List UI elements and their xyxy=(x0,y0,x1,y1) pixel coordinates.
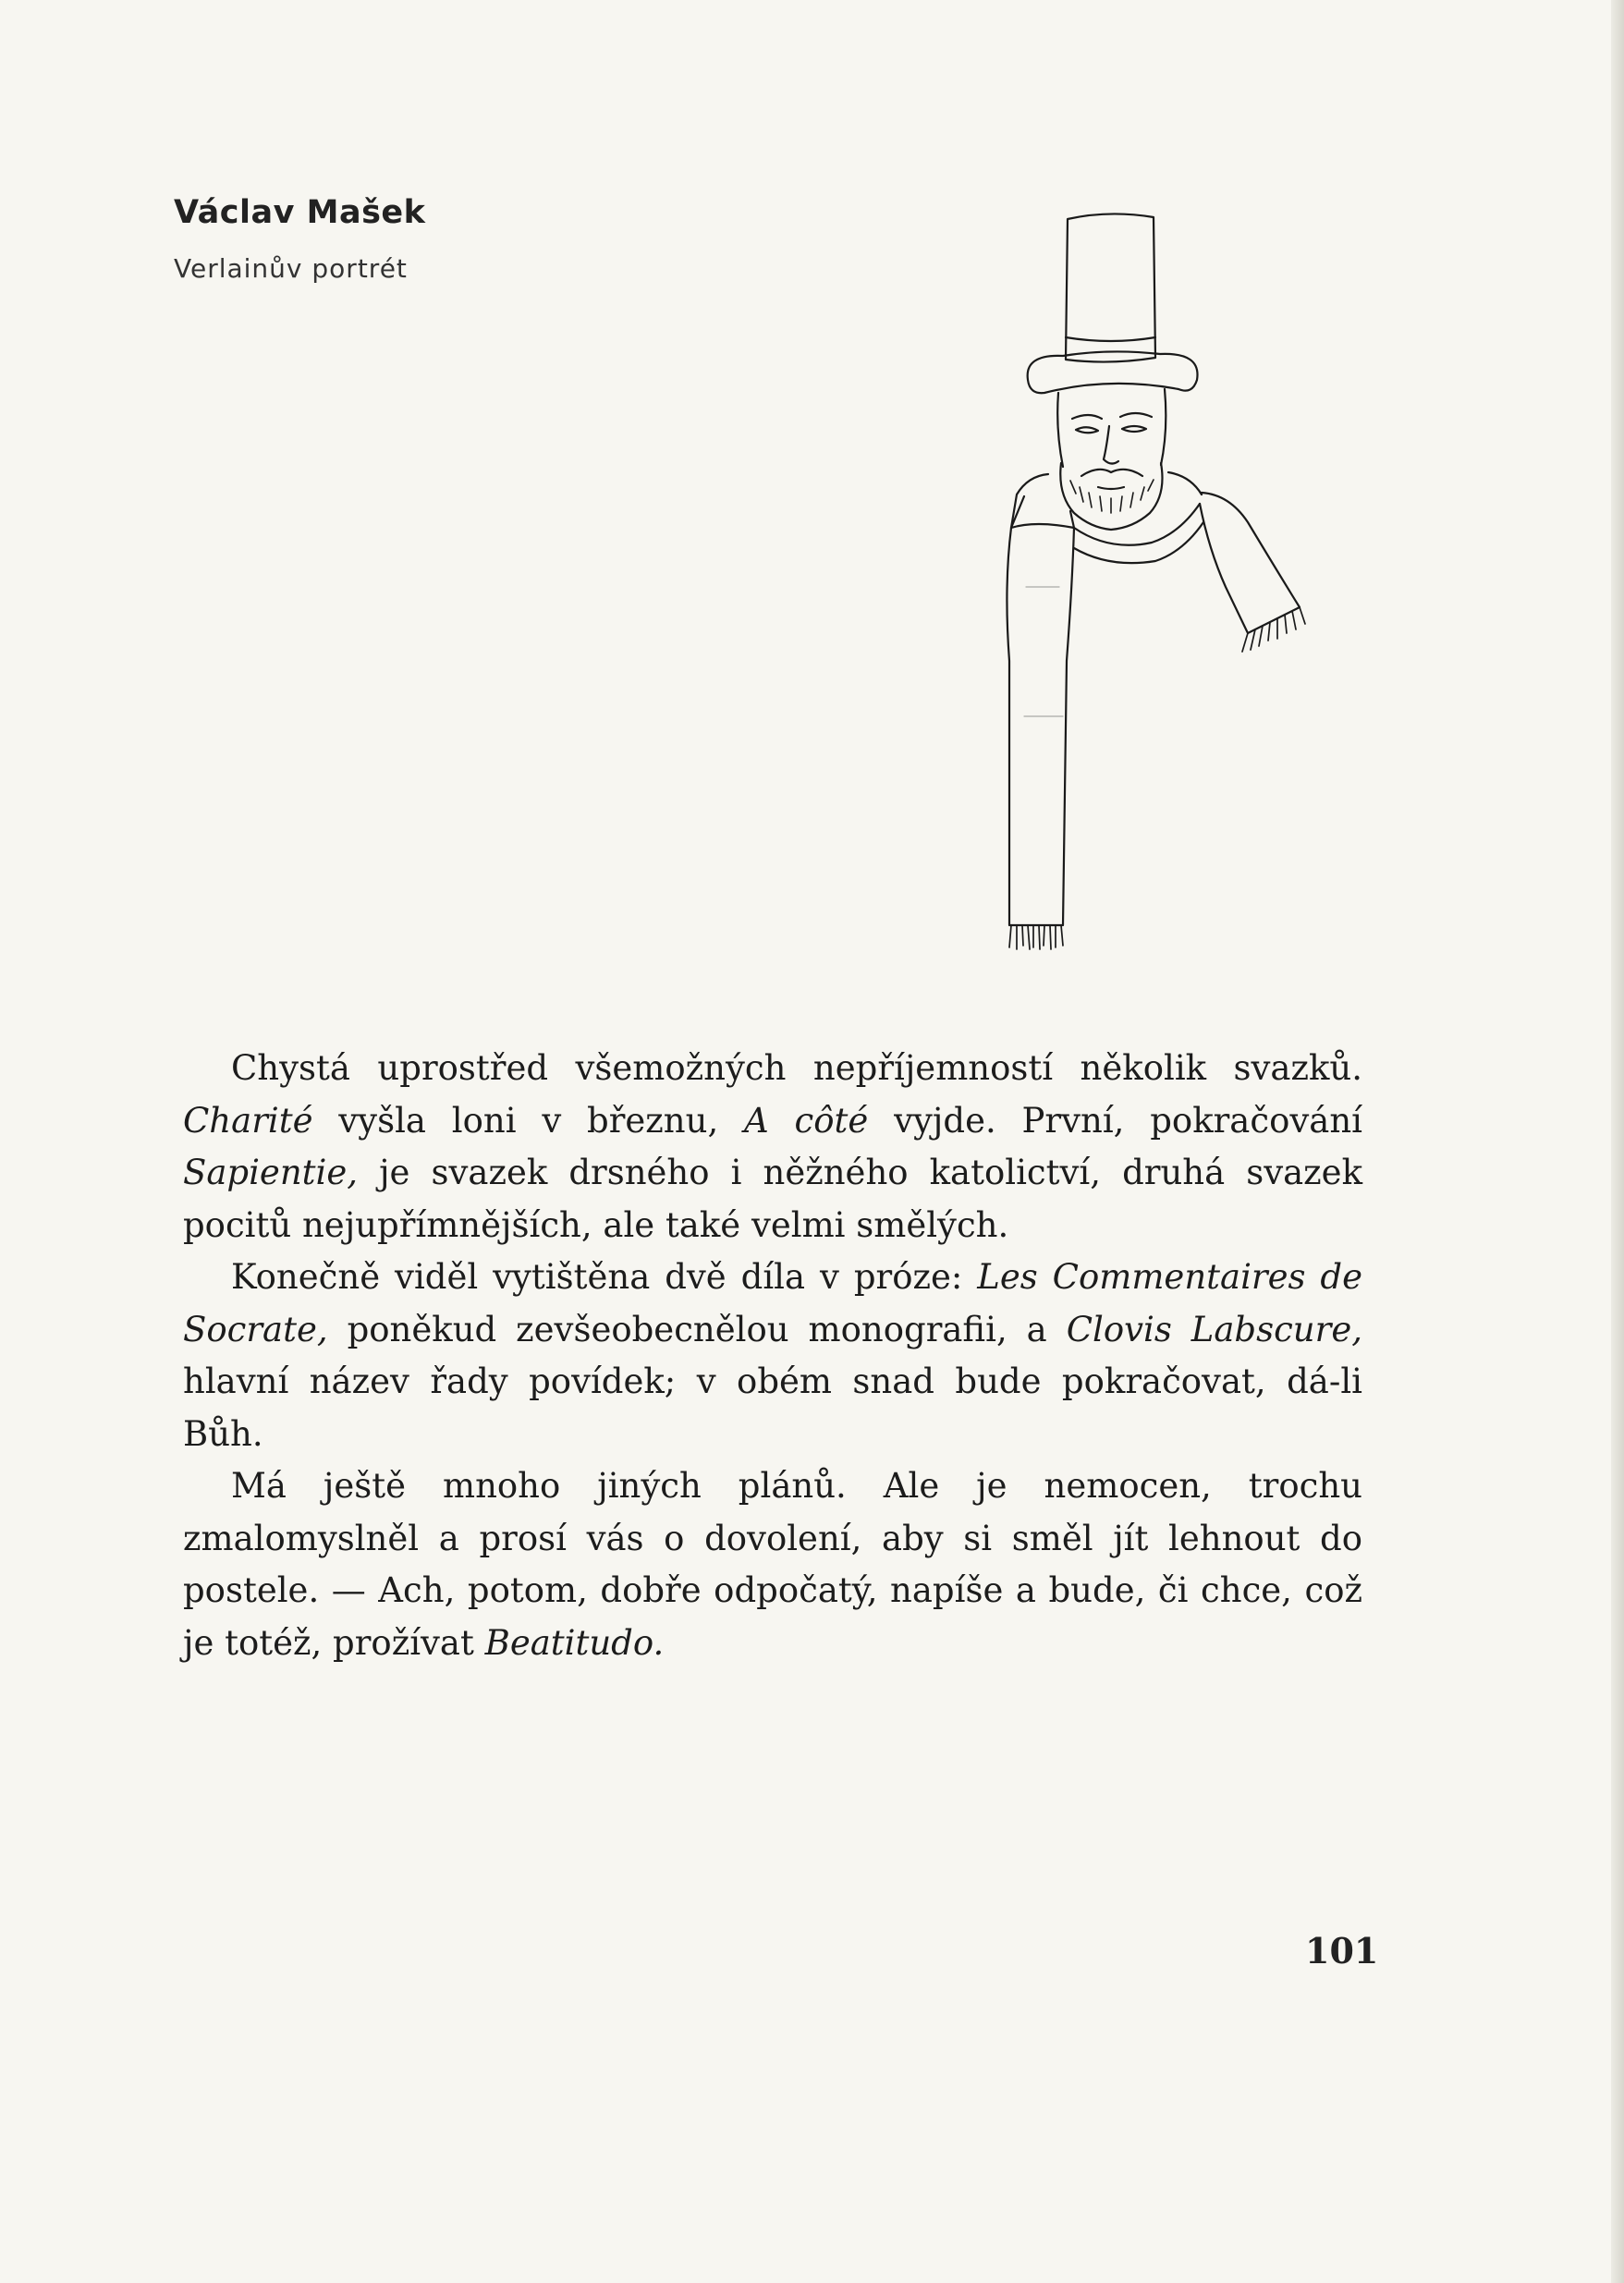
scarf-detail xyxy=(1024,587,1063,716)
page-number: 101 xyxy=(1305,1930,1379,1972)
author-name: Václav Mašek xyxy=(174,194,426,231)
collar-left xyxy=(1011,474,1048,528)
text-run: vyšla loni v březnu, xyxy=(312,1100,745,1141)
scarf-wrap-lower xyxy=(1074,522,1203,563)
italic-title: A côté xyxy=(744,1100,869,1141)
italic-title: Charité xyxy=(183,1100,313,1141)
text-run: poněkud zevšeobecnělou monografii, a xyxy=(327,1309,1067,1349)
scarf-left-fold xyxy=(1011,524,1074,528)
text-run: Chystá uprostřed všemožných nepříjemností několik svazků. xyxy=(231,1048,1362,1088)
scarf-fringe-right xyxy=(1242,607,1305,652)
paper-edge xyxy=(1611,0,1624,2283)
paragraph-2 xyxy=(183,1251,1362,1460)
paragraph-1 xyxy=(183,1043,1362,1251)
right-eye xyxy=(1122,426,1146,432)
body-text xyxy=(183,1043,1362,1669)
nose xyxy=(1104,426,1118,464)
text-run: Konečně viděl vytištěna dvě díla v próze: xyxy=(231,1257,978,1297)
verlaine-portrait-icon xyxy=(971,199,1368,994)
article-title: Verlainův portrét xyxy=(174,253,408,284)
italic-title: Clovis Labscure, xyxy=(1066,1309,1362,1349)
scarf-right-strip xyxy=(1200,493,1300,633)
text-run: hlavní název řady povídek; v obém snad bude pokračovat, dá-li Bůh. xyxy=(183,1361,1362,1454)
collar-right xyxy=(1168,472,1202,494)
italic-title: Les Commentaires de Socrate, xyxy=(183,1257,1363,1349)
top-hat-brim xyxy=(1028,351,1198,393)
text-run: je svazek drsného i něžného katolictví, druhá svazek pocitů nejupřímnějších, ale také velmi smělých. xyxy=(183,1153,1362,1245)
beard-texture xyxy=(1070,480,1154,513)
italic-title: Beatitudo. xyxy=(484,1622,665,1663)
scarf-fringe-left xyxy=(1009,925,1063,949)
paragraph-3 xyxy=(183,1460,1362,1669)
mouth xyxy=(1098,487,1124,489)
top-hat-band xyxy=(1066,337,1155,341)
text-run: Má ještě mnoho jiných plánů. Ale je nemocen, trochu zmalomyslněl a prosí vás o dovolení, aby si směl jít lehnout do postele. — Ach, potom, dobře odpočatý, napíše a bude, či chce, což je totéž, prožívat xyxy=(183,1466,1362,1663)
text-run: vyjde. První, pokračování xyxy=(868,1100,1362,1141)
mustache xyxy=(1081,470,1142,476)
italic-title: Sapientie, xyxy=(183,1153,359,1192)
left-eyebrow xyxy=(1072,415,1102,419)
right-eyebrow xyxy=(1120,413,1152,417)
scarf-left-strip xyxy=(1007,496,1074,925)
face-outline xyxy=(1057,389,1166,467)
left-eye xyxy=(1076,427,1098,433)
page-header xyxy=(174,194,425,284)
